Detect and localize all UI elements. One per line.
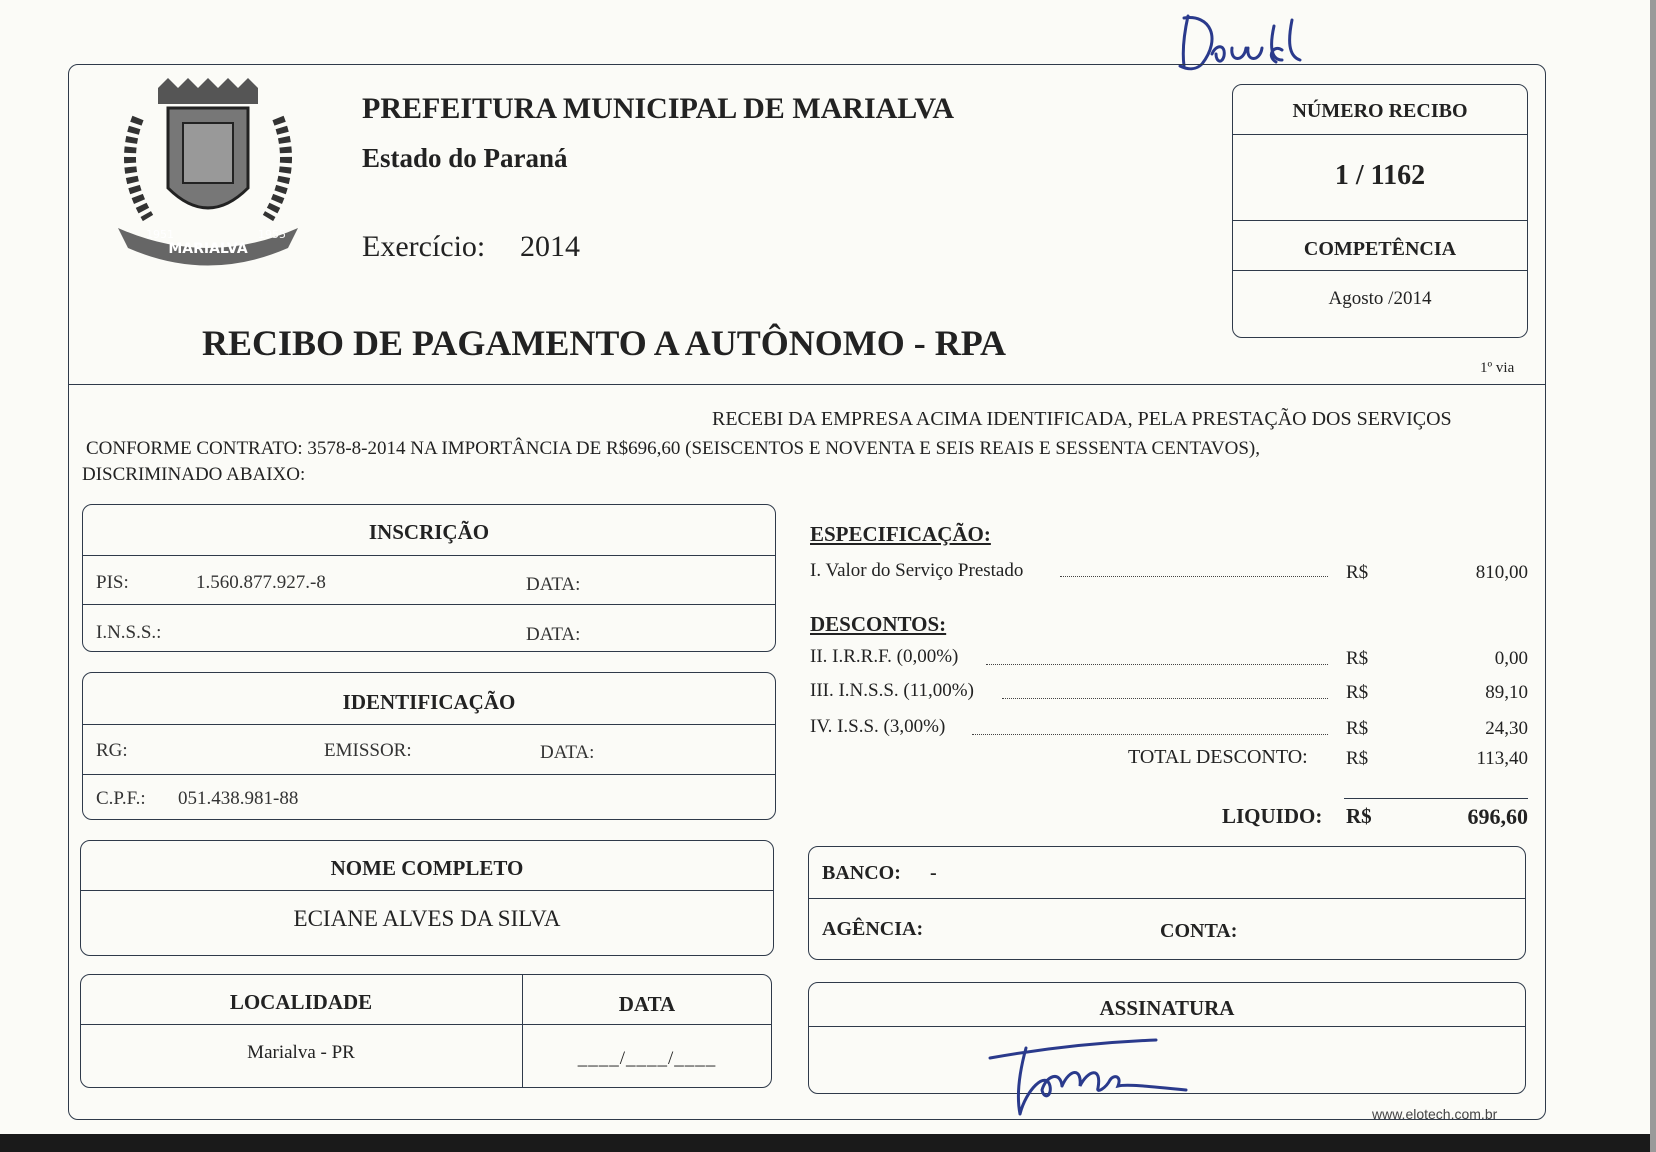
desconto-leader-dots [986,664,1328,665]
pis-value: 1.560.877.927.-8 [196,572,326,593]
liquido-label: LIQUIDO: [1222,804,1323,828]
emissor-label: EMISSOR: [324,740,412,761]
localidade-value: Marialva - PR [247,1042,355,1063]
cpf-value: 051.438.981-88 [178,788,299,809]
numero-recibo-label: NÚMERO RECIBO [1292,100,1468,122]
nome-completo-title: NOME COMPLETO [330,856,524,880]
liquido-currency: R$ [1346,804,1372,828]
nome-completo-value: ECIANE ALVES DA SILVA [293,906,561,931]
signature-scribble [986,1030,1226,1120]
desconto-leader-dots [1002,698,1328,699]
servico-leader-dots [1060,576,1328,577]
data-value: ____/____/____ [577,1048,717,1069]
desconto-label: III. I.N.S.S. (11,00%) [810,680,974,701]
banco-label: BANCO: [822,862,901,884]
servico-value: 810,00 [1475,562,1528,583]
competencia-label: COMPETÊNCIA [1303,238,1457,260]
institution-title: PREFEITURA MUNICIPAL DE MARIALVA [362,92,955,125]
desconto-currency: R$ [1346,718,1369,739]
desconto-leader-dots [972,734,1328,735]
desconto-currency: R$ [1346,682,1369,703]
total-desconto-currency: R$ [1346,748,1369,769]
localidade-title: LOCALIDADE [229,990,373,1014]
liquido-value: 696,60 [1467,804,1528,829]
desconto-label: II. I.R.R.F. (0,00%) [810,646,959,667]
total-desconto-label: TOTAL DESCONTO: [1128,746,1308,768]
scan-bottom-edge [0,1134,1656,1152]
numero-recibo-value: 1 / 1162 [1334,160,1426,191]
exercicio-value: 2014 [520,230,580,263]
desconto-value: 24,30 [1485,718,1528,739]
desconto-currency: R$ [1346,648,1369,669]
declaration-line-2: CONFORME CONTRATO: 3578-8-2014 NA IMPORTÂNCIA DE R$696,60 (SEISCENTOS E NOVENTA E SEIS REAIS E SESSENTA CENTAVOS), [86,438,1260,459]
agencia-label: AGÊNCIA: [822,918,924,940]
rg-label: RG: [96,740,128,761]
declaration-line-3: DISCRIMINADO ABAIXO: [82,464,306,485]
desconto-label: IV. I.S.S. (3,00%) [810,716,946,737]
competencia-value: Agosto /2014 [1328,288,1432,309]
document-title: RECIBO DE PAGAMENTO A AUTÔNOMO - RPA [202,323,1007,363]
pis-data-label: DATA: [526,574,581,595]
servico-currency: R$ [1346,562,1369,583]
municipal-crest-icon [108,78,308,278]
identificacao-title: IDENTIFICAÇÃO [342,690,516,714]
total-desconto-value: 113,40 [1476,748,1528,769]
desconto-value: 0,00 [1494,648,1528,669]
servico-label: I. Valor do Serviço Prestado [810,560,1024,581]
liquido-divider [1344,798,1528,799]
cpf-label: C.P.F.: [96,788,146,809]
assinatura-title: ASSINATURA [1099,996,1235,1020]
inss-data-label: DATA: [526,624,581,645]
data-title: DATA [618,992,676,1016]
exercicio-label: Exercício: [362,230,486,263]
conta-label: CONTA: [1160,920,1238,942]
descontos-title: DESCONTOS: [810,612,947,636]
header-divider [68,384,1546,385]
pis-label: PIS: [96,572,129,593]
especificacao-title: ESPECIFICAÇÃO: [810,522,991,546]
scan-right-edge [1650,0,1656,1152]
svg-text:1951: 1951 [146,228,174,241]
footer-website: www.elotech.com.br [1372,1106,1498,1122]
via-label: 1º via [1480,360,1515,376]
desconto-value: 89,10 [1485,682,1528,703]
inss-label: I.N.S.S.: [96,622,162,643]
svg-text:MARIALVA: MARIALVA [168,241,248,257]
declaration-line-1: RECEBI DA EMPRESA ACIMA IDENTIFICADA, PELA PRESTAÇÃO DOS SERVIÇOS [712,408,1452,430]
inscricao-title: INSCRIÇÃO [368,520,490,544]
rg-data-label: DATA: [540,742,595,763]
banco-value: - [930,862,937,884]
svg-text:1955: 1955 [258,228,286,241]
state-name: Estado do Paraná [362,143,568,173]
